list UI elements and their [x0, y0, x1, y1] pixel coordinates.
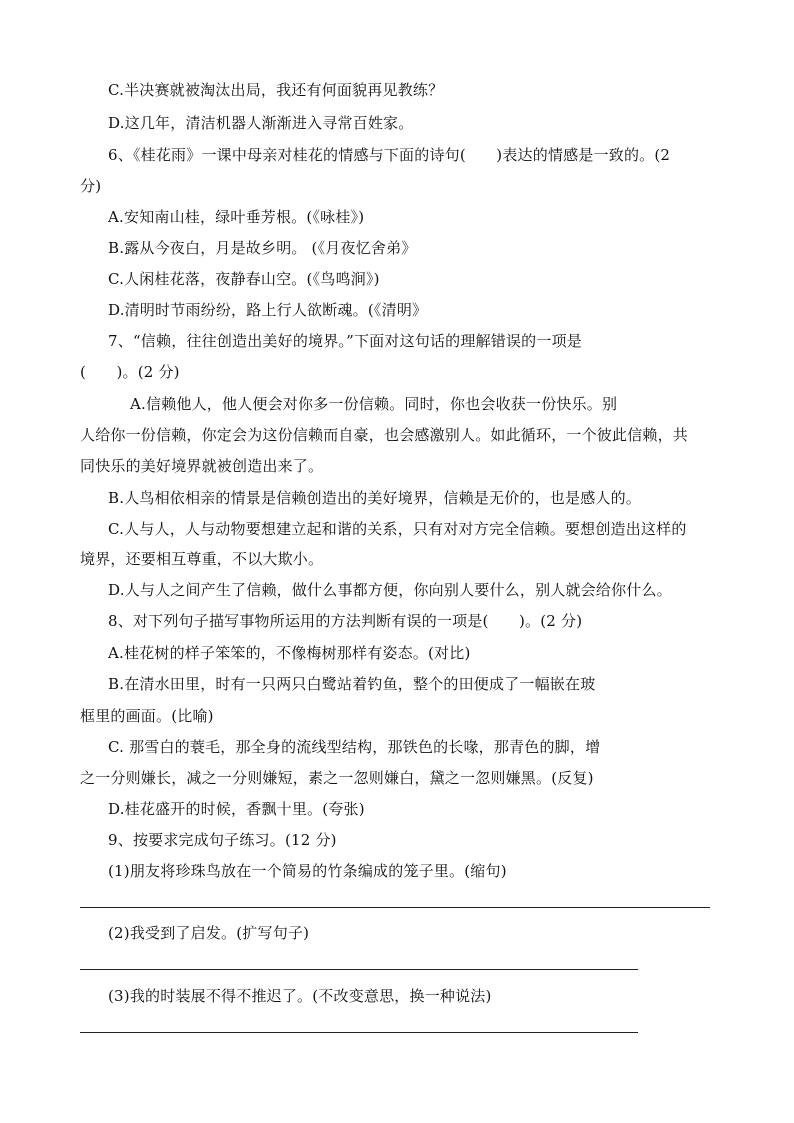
q9-item3: (3)我的时装展不得不推迟了。(不改变意思，换一种说法): [108, 987, 492, 1005]
q7-option-a-line1: A.信赖他人，他人便会对你多一份信赖。同时，你也会收获一份快乐。别: [130, 395, 618, 413]
q5-option-c: C.半决赛就被淘汰出局，我还有何面貌再见教练？: [108, 81, 444, 99]
q5-option-d: D.这几年，清洁机器人渐渐进入寻常百姓家。: [108, 114, 414, 132]
q9-answer-line-2[interactable]: [80, 969, 638, 970]
q8-option-c-line1: C. 那雪白的蓑毛，那全身的流线型结构，那铁色的长喙，那青色的脚，增: [108, 738, 601, 756]
q8-option-c-line2: 之一分则嫌长，减之一分则嫌短，素之一忽则嫌白，黛之一忽则嫌黑。(反复): [80, 769, 594, 787]
q6-option-b: B.露从今夜白，月是故乡明。 (《月夜忆舍弟》: [108, 239, 417, 257]
q7-option-c-line2: 境界，还要相互尊重，不以大欺小。: [80, 550, 324, 568]
q7-option-a-line3: 同快乐的美好境界就被创造出来了。: [80, 457, 324, 475]
q7-option-b: B.人鸟相依相亲的情景是信赖创造出的美好境界，信赖是无价的，也是感人的。: [108, 489, 641, 507]
q7-stem-line2: ( )。(2 分): [80, 363, 180, 381]
q6-option-c: C.人闲桂花落，夜静春山空。(《鸟鸣涧》): [108, 270, 380, 288]
q7-option-c-line1: C.人与人，人与动物要想建立起和谐的关系，只有对对方完全信赖。要想创造出这样的: [108, 520, 687, 538]
q7-stem-line1: 7、“信赖，往往创造出美好的境界。”下面对这句话的理解错误的一项是: [108, 332, 582, 350]
q9-stem: 9、按要求完成句子练习。(12 分): [108, 831, 337, 849]
q8-stem: 8、对下列句子描写事物所运用的方法判断有误的一项是( )。(2 分): [108, 612, 583, 630]
q7-option-d: D.人与人之间产生了信赖，做什么事都方便，你向别人要什么，别人就会给你什么。: [108, 581, 672, 599]
q6-option-a: A.安知南山桂，绿叶垂芳根。(《咏桂》): [108, 208, 365, 226]
q8-option-b-line2: 框里的画面。(比喻): [80, 707, 214, 725]
q9-item2: (2)我受到了启发。(扩写句子): [108, 924, 310, 942]
q8-option-a: A.桂花树的样子笨笨的，不像梅树那样有姿态。(对比): [108, 644, 471, 662]
q8-option-b-line1: B.在清水田里，时有一只两只白鹭站着钓鱼，整个的田便成了一幅嵌在玻: [108, 675, 596, 693]
q6-option-d: D.清明时节雨纷纷，路上行人欲断魂。(《清明》: [108, 301, 428, 319]
q6-stem-line1: 6、《桂花雨》一课中母亲对桂花的情感与下面的诗句( )表达的情感是一致的。(2: [108, 146, 671, 164]
q6-stem-line2: 分): [80, 177, 102, 195]
q9-answer-line-1[interactable]: [80, 907, 710, 908]
q9-item1: (1)朋友将珍珠鸟放在一个简易的竹条编成的笼子里。(缩句): [108, 862, 507, 880]
q7-option-a-line2: 人给你一份信赖，你定会为这份信赖而自豪，也会感激别人。如此循环，一个彼此信赖，共: [80, 426, 689, 444]
q8-option-d: D.桂花盛开的时候，香飘十里。(夸张): [108, 800, 365, 818]
q9-answer-line-3[interactable]: [80, 1032, 638, 1033]
